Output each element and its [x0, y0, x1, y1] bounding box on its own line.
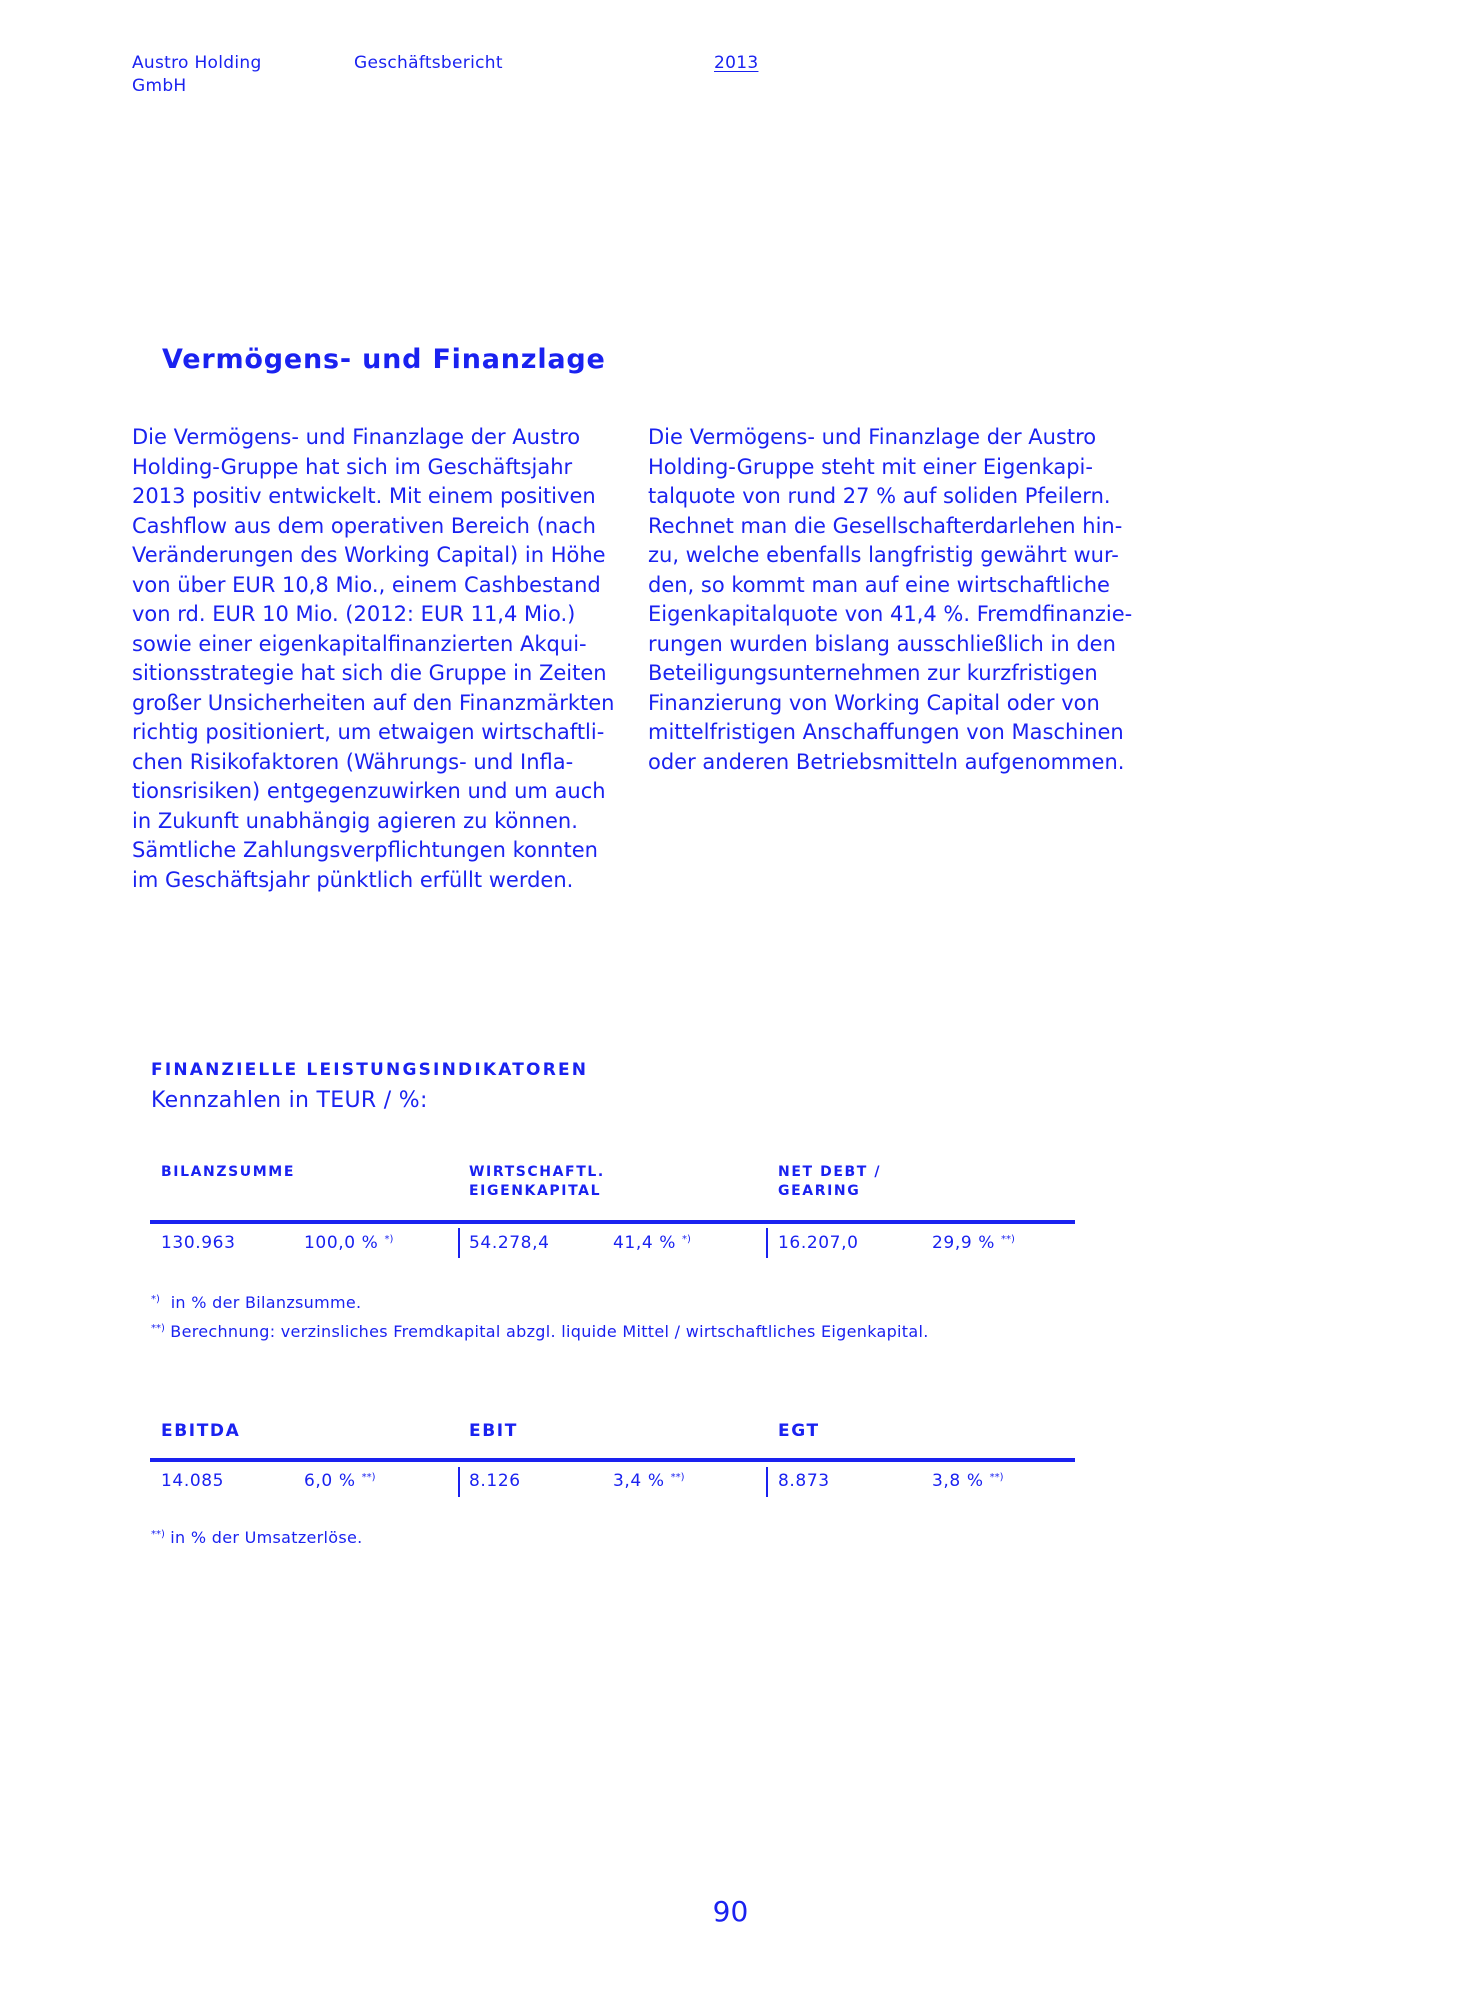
table2-percent: [932, 1471, 1004, 1491]
table1-rule: [150, 1220, 1075, 1224]
table1-value: 54.278,4: [469, 1233, 550, 1253]
table1-header-gearing: [778, 1163, 881, 1201]
body-right-column: [648, 423, 1138, 777]
column-divider: [766, 1228, 768, 1258]
footnote-text: in % der Umsatzerlöse.: [170, 1528, 363, 1547]
body-line: in Zukunft unabhängig agieren zu können.: [132, 808, 578, 833]
footnote: [151, 1322, 929, 1341]
footnote-mark: *): [384, 1234, 394, 1245]
body-line: Die Vermögens- und Finanzlage der Austro: [648, 425, 1097, 449]
body-line: Cashflow aus dem operativen Bereich (nach: [132, 513, 596, 538]
percent-value: 6,0 %: [304, 1471, 356, 1491]
body-line: zu, welche ebenfalls langfristig gewährt wur-: [648, 543, 1119, 567]
header-label: GEARING: [778, 1183, 861, 1199]
footnote-mark: **): [989, 1472, 1004, 1483]
section-title: Vermögens- und Finanzlage: [162, 344, 606, 375]
column-divider: [458, 1467, 460, 1497]
percent-value: 29,9 %: [932, 1233, 996, 1253]
body-line: Holding-Gruppe steht mit einer Eigenkapi-: [648, 454, 1093, 479]
body-line: Sämtliche Zahlungsverpflichtungen konnten: [132, 838, 598, 862]
body-line: Eigenkapitalquote von 41,4 %. Fremdfinanzie-: [648, 602, 1133, 626]
footnote: [151, 1528, 363, 1547]
body-line: oder anderen Betriebsmitteln aufgenommen.: [648, 749, 1125, 774]
table1-value: 130.963: [161, 1233, 236, 1253]
table2-header-egt: EGT: [778, 1421, 820, 1441]
body-line: chen Risikofaktoren (Währungs- und Infla-: [132, 749, 574, 774]
footnote-mark: **): [151, 1529, 165, 1540]
table2-percent: [613, 1471, 685, 1491]
header-label: BILANZSUMME: [161, 1164, 295, 1180]
column-divider: [766, 1467, 768, 1497]
table1-percent: [304, 1233, 393, 1253]
footnote-mark: *): [151, 1294, 160, 1305]
body-line: richtig positioniert, um etwaigen wirtschaftli-: [132, 720, 605, 744]
column-divider: [458, 1228, 460, 1258]
body-line: sitionsstrategie hat sich die Gruppe in Zeiten: [132, 661, 607, 685]
report-title: Geschäftsbericht: [354, 53, 503, 73]
footnote-mark: **): [151, 1323, 165, 1334]
body-line: Veränderungen des Working Capital) in Höhe: [132, 543, 606, 567]
table1-header-eigenkapital: [469, 1163, 605, 1201]
body-line: Beteiligungsunternehmen zur kurzfristigen: [648, 661, 1098, 685]
body-line: großer Unsicherheiten auf den Finanzmärkten: [132, 690, 615, 715]
body-line: 2013 positiv entwickelt. Mit einem positiven: [132, 484, 596, 508]
body-line: Die Vermögens- und Finanzlage der Austro: [132, 425, 581, 449]
header-label: EIGENKAPITAL: [469, 1183, 602, 1199]
table2-value: 14.085: [161, 1471, 225, 1491]
table2-header-ebit: EBIT: [469, 1421, 518, 1441]
table2-value: 8.126: [469, 1471, 521, 1491]
body-line: von über EUR 10,8 Mio., einem Cashbestand: [132, 572, 601, 597]
table1-value: 16.207,0: [778, 1233, 859, 1253]
body-line: Finanzierung von Working Capital oder von: [648, 690, 1100, 715]
body-line: tionsrisiken) entgegenzuwirken und um auch: [132, 779, 606, 803]
table2-rule: [150, 1458, 1075, 1462]
header-label: WIRTSCHAFTL.: [469, 1164, 605, 1180]
body-line: im Geschäftsjahr pünktlich erfüllt werden.: [132, 867, 574, 892]
body-line: Holding-Gruppe hat sich im Geschäftsjahr: [132, 454, 573, 479]
body-line: talquote von rund 27 % auf soliden Pfeilern.: [648, 484, 1111, 508]
percent-value: 3,8 %: [932, 1471, 984, 1491]
footnote-mark: **): [1001, 1234, 1015, 1245]
table1-percent: [613, 1233, 691, 1253]
table2-value: 8.873: [778, 1471, 830, 1491]
percent-value: 3,4 %: [613, 1471, 665, 1491]
header-label: NET DEBT /: [778, 1164, 882, 1180]
body-line: Rechnet man die Gesellschafterdarlehen hin-: [648, 513, 1123, 538]
body-line: den, so kommt man auf eine wirtschaftliche: [648, 572, 1110, 597]
body-line: rungen wurden bislang ausschließlich in den: [648, 631, 1116, 656]
body-line: sowie einer eigenkapitalfinanzierten Akqui-: [132, 631, 587, 656]
body-line: mittelfristigen Anschaffungen von Maschinen: [648, 720, 1124, 744]
footnote-mark: **): [361, 1472, 376, 1483]
table2-header-ebitda: EBITDA: [161, 1421, 241, 1441]
footnote-mark: *): [682, 1234, 691, 1245]
kpi-subheading: Kennzahlen in TEUR / %:: [151, 1088, 428, 1113]
kpi-heading: FINANZIELLE LEISTUNGSINDIKATOREN: [151, 1060, 589, 1080]
page-number: 90: [712, 1895, 749, 1928]
percent-value: 41,4 %: [613, 1233, 677, 1253]
table1-percent: [932, 1233, 1015, 1253]
body-left-column: [132, 423, 622, 895]
percent-value: 100,0 %: [304, 1233, 379, 1253]
report-year: 2013: [714, 53, 759, 73]
footnote: [151, 1293, 361, 1312]
table1-header-bilanzsumme: [161, 1163, 295, 1182]
footnote-mark: **): [670, 1472, 685, 1483]
body-line: von rd. EUR 10 Mio. (2012: EUR 11,4 Mio.): [132, 602, 576, 626]
table2-percent: [304, 1471, 376, 1491]
company-name: Austro Holding GmbH: [132, 53, 262, 96]
footnote-text: Berechnung: verzinsliches Fremdkapital abzgl. liquide Mittel / wirtschaftliches Eigenkapital.: [170, 1322, 929, 1341]
footnote-text: in % der Bilanzsumme.: [170, 1293, 362, 1312]
